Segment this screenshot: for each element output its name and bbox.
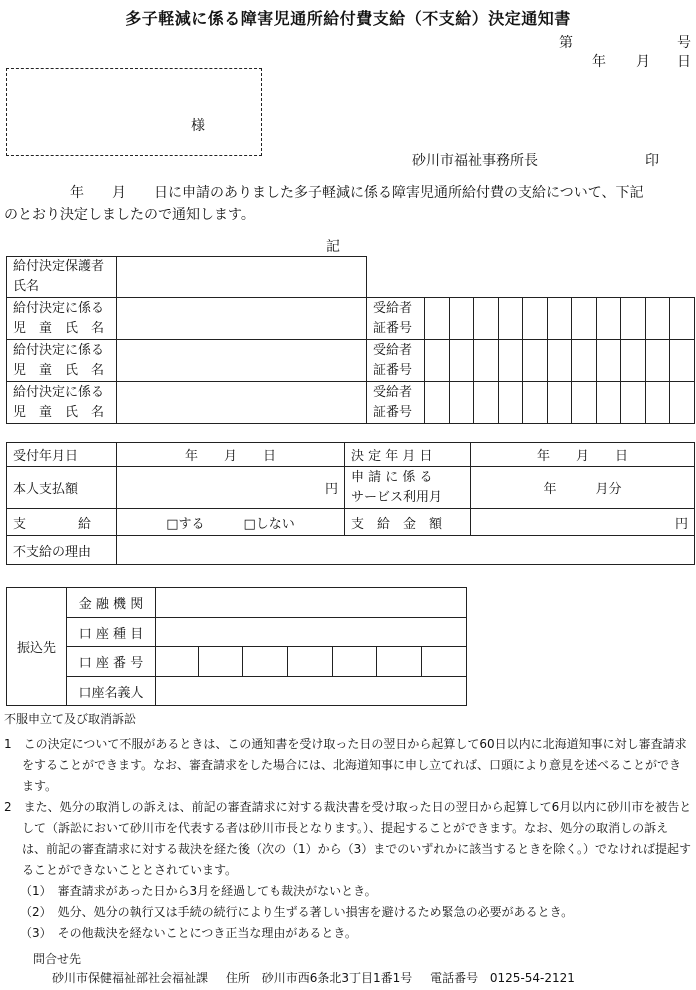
notes-item-1: 1 この決定について不服があるときは、この通知書を受け取った日の翌日から起算して60日以内に北海道知事に対し審査請求をすることができます。なお、審査請求をした場合には、北海道知事に申し立てれば、口頭により意見を述べることができます。 — [4, 737, 687, 793]
contact-line — [52, 969, 575, 986]
account-number-boxes[interactable] — [156, 647, 467, 677]
intro-text — [4, 182, 692, 226]
account-holder-label: 口座名義人 — [67, 677, 156, 706]
issuer-seal: 印 — [645, 153, 659, 169]
appeal-notes — [4, 709, 692, 944]
supply-options[interactable]: □する □しない — [117, 509, 345, 536]
notes-heading: 不服申立て及び取消訴訟 — [4, 712, 137, 726]
notes-sub-2: （2） 処分、処分の執行又は手続の続行により生ずる著しい損害を避けるため緊急の必要があるとき。 — [20, 905, 574, 919]
guardian-name-field[interactable] — [117, 257, 367, 298]
recipient-number-boxes[interactable] — [425, 340, 695, 382]
contact-department: 砂川市保健福祉部社会福祉課 — [52, 971, 209, 985]
supply-label: 支 給 — [7, 509, 117, 536]
decision-table — [6, 442, 695, 565]
document-title: 多子軽減に係る障害児通所給付費支給（不支給）決定通知書 — [125, 9, 571, 28]
notes-sub-3: （3） その他裁決を経ないことにつき正当な理由があるとき。 — [20, 926, 357, 940]
guardian-blank — [367, 257, 695, 298]
service-month-label: 申 請 に 係 る サービス利用月 — [345, 467, 471, 509]
contact-address: 砂川市西6条北3丁目1番1号 — [261, 971, 413, 985]
child-name-field[interactable] — [117, 382, 367, 424]
date-month: 月 — [636, 54, 650, 70]
child-name-field[interactable] — [117, 298, 367, 340]
child-label: 給付決定に係る 児 童 氏 名 — [7, 340, 117, 382]
ki-heading: 記 — [326, 239, 340, 255]
decided-date-label: 決 定 年 月 日 — [345, 443, 471, 467]
bank-label: 金 融 機 関 — [67, 588, 156, 618]
received-date-value[interactable]: 年 月 日 — [117, 443, 345, 467]
reason-field[interactable] — [117, 536, 695, 565]
guardian-label: 給付決定保護者 氏名 — [7, 257, 117, 298]
bank-field[interactable] — [156, 588, 467, 618]
payment-unit[interactable]: 円 — [117, 467, 345, 509]
child-row — [7, 340, 695, 382]
contact-phone: 0125-54-2121 — [489, 971, 575, 985]
child-row — [7, 382, 695, 424]
reason-label: 不支給の理由 — [7, 536, 117, 565]
account-type-field[interactable] — [156, 618, 467, 647]
account-number-label: 口 座 番 号 — [67, 647, 156, 677]
recipient-label: 受給者 証番号 — [367, 340, 425, 382]
addressee-sama: 様 — [191, 118, 205, 134]
date-day: 日 — [677, 54, 691, 70]
guardian-row — [7, 257, 695, 298]
date-year: 年 — [592, 54, 606, 70]
intro-line2: のとおり決定しましたので通知します。 — [4, 207, 255, 223]
account-type-label: 口 座 種 目 — [67, 618, 156, 647]
child-name-field[interactable] — [117, 340, 367, 382]
amount-unit[interactable]: 円 — [471, 509, 695, 536]
child-label: 給付決定に係る 児 童 氏 名 — [7, 382, 117, 424]
recipient-number-boxes[interactable] — [425, 298, 695, 340]
names-table — [6, 256, 695, 424]
child-label: 給付決定に係る 児 童 氏 名 — [7, 298, 117, 340]
addressee-box — [6, 68, 262, 156]
transfer-label: 振込先 — [7, 588, 67, 706]
service-month-value[interactable]: 年 月分 — [471, 467, 695, 509]
recipient-label: 受給者 証番号 — [367, 382, 425, 424]
recipient-label: 受給者 証番号 — [367, 298, 425, 340]
doc-number-go: 号 — [677, 35, 691, 51]
recipient-number-boxes[interactable] — [425, 382, 695, 424]
amount-label: 支 給 金 額 — [345, 509, 471, 536]
contact-phone-label: 電話番号 — [430, 971, 479, 985]
decided-date-value[interactable]: 年 月 日 — [471, 443, 695, 467]
notes-sub-1: （1） 審査請求があった日から3月を経過しても裁決がないとき。 — [20, 884, 377, 898]
contact-address-label: 住所 — [225, 971, 250, 985]
intro-line1: 年 月 日に申請のありました多子軽減に係る障害児通所給付費の支給について、下記 — [56, 185, 644, 201]
issuer-name: 砂川市福祉事務所長 — [412, 153, 538, 169]
transfer-table — [6, 587, 467, 706]
received-date-label: 受付年月日 — [7, 443, 117, 467]
doc-number-dai: 第 — [559, 35, 573, 51]
contact-label: 問合せ先 — [33, 952, 82, 966]
account-holder-field[interactable] — [156, 677, 467, 706]
payment-label: 本人支払額 — [7, 467, 117, 509]
notes-item-2: 2 また、処分の取消しの訴えは、前記の審査請求に対する裁決書を受け取った日の翌日から起算して6月以内に砂川市を被告として（訴訟において砂川市を代表する者は砂川市長となります。）、提起することができます。なお、処分の取消しの訴えは、前記の審査請求に対する裁決を経た後（次の（1）から（3）までのいずれかに該当するときを除く。）でなければ提起することができないこととされています。 — [4, 800, 692, 877]
child-row — [7, 298, 695, 340]
